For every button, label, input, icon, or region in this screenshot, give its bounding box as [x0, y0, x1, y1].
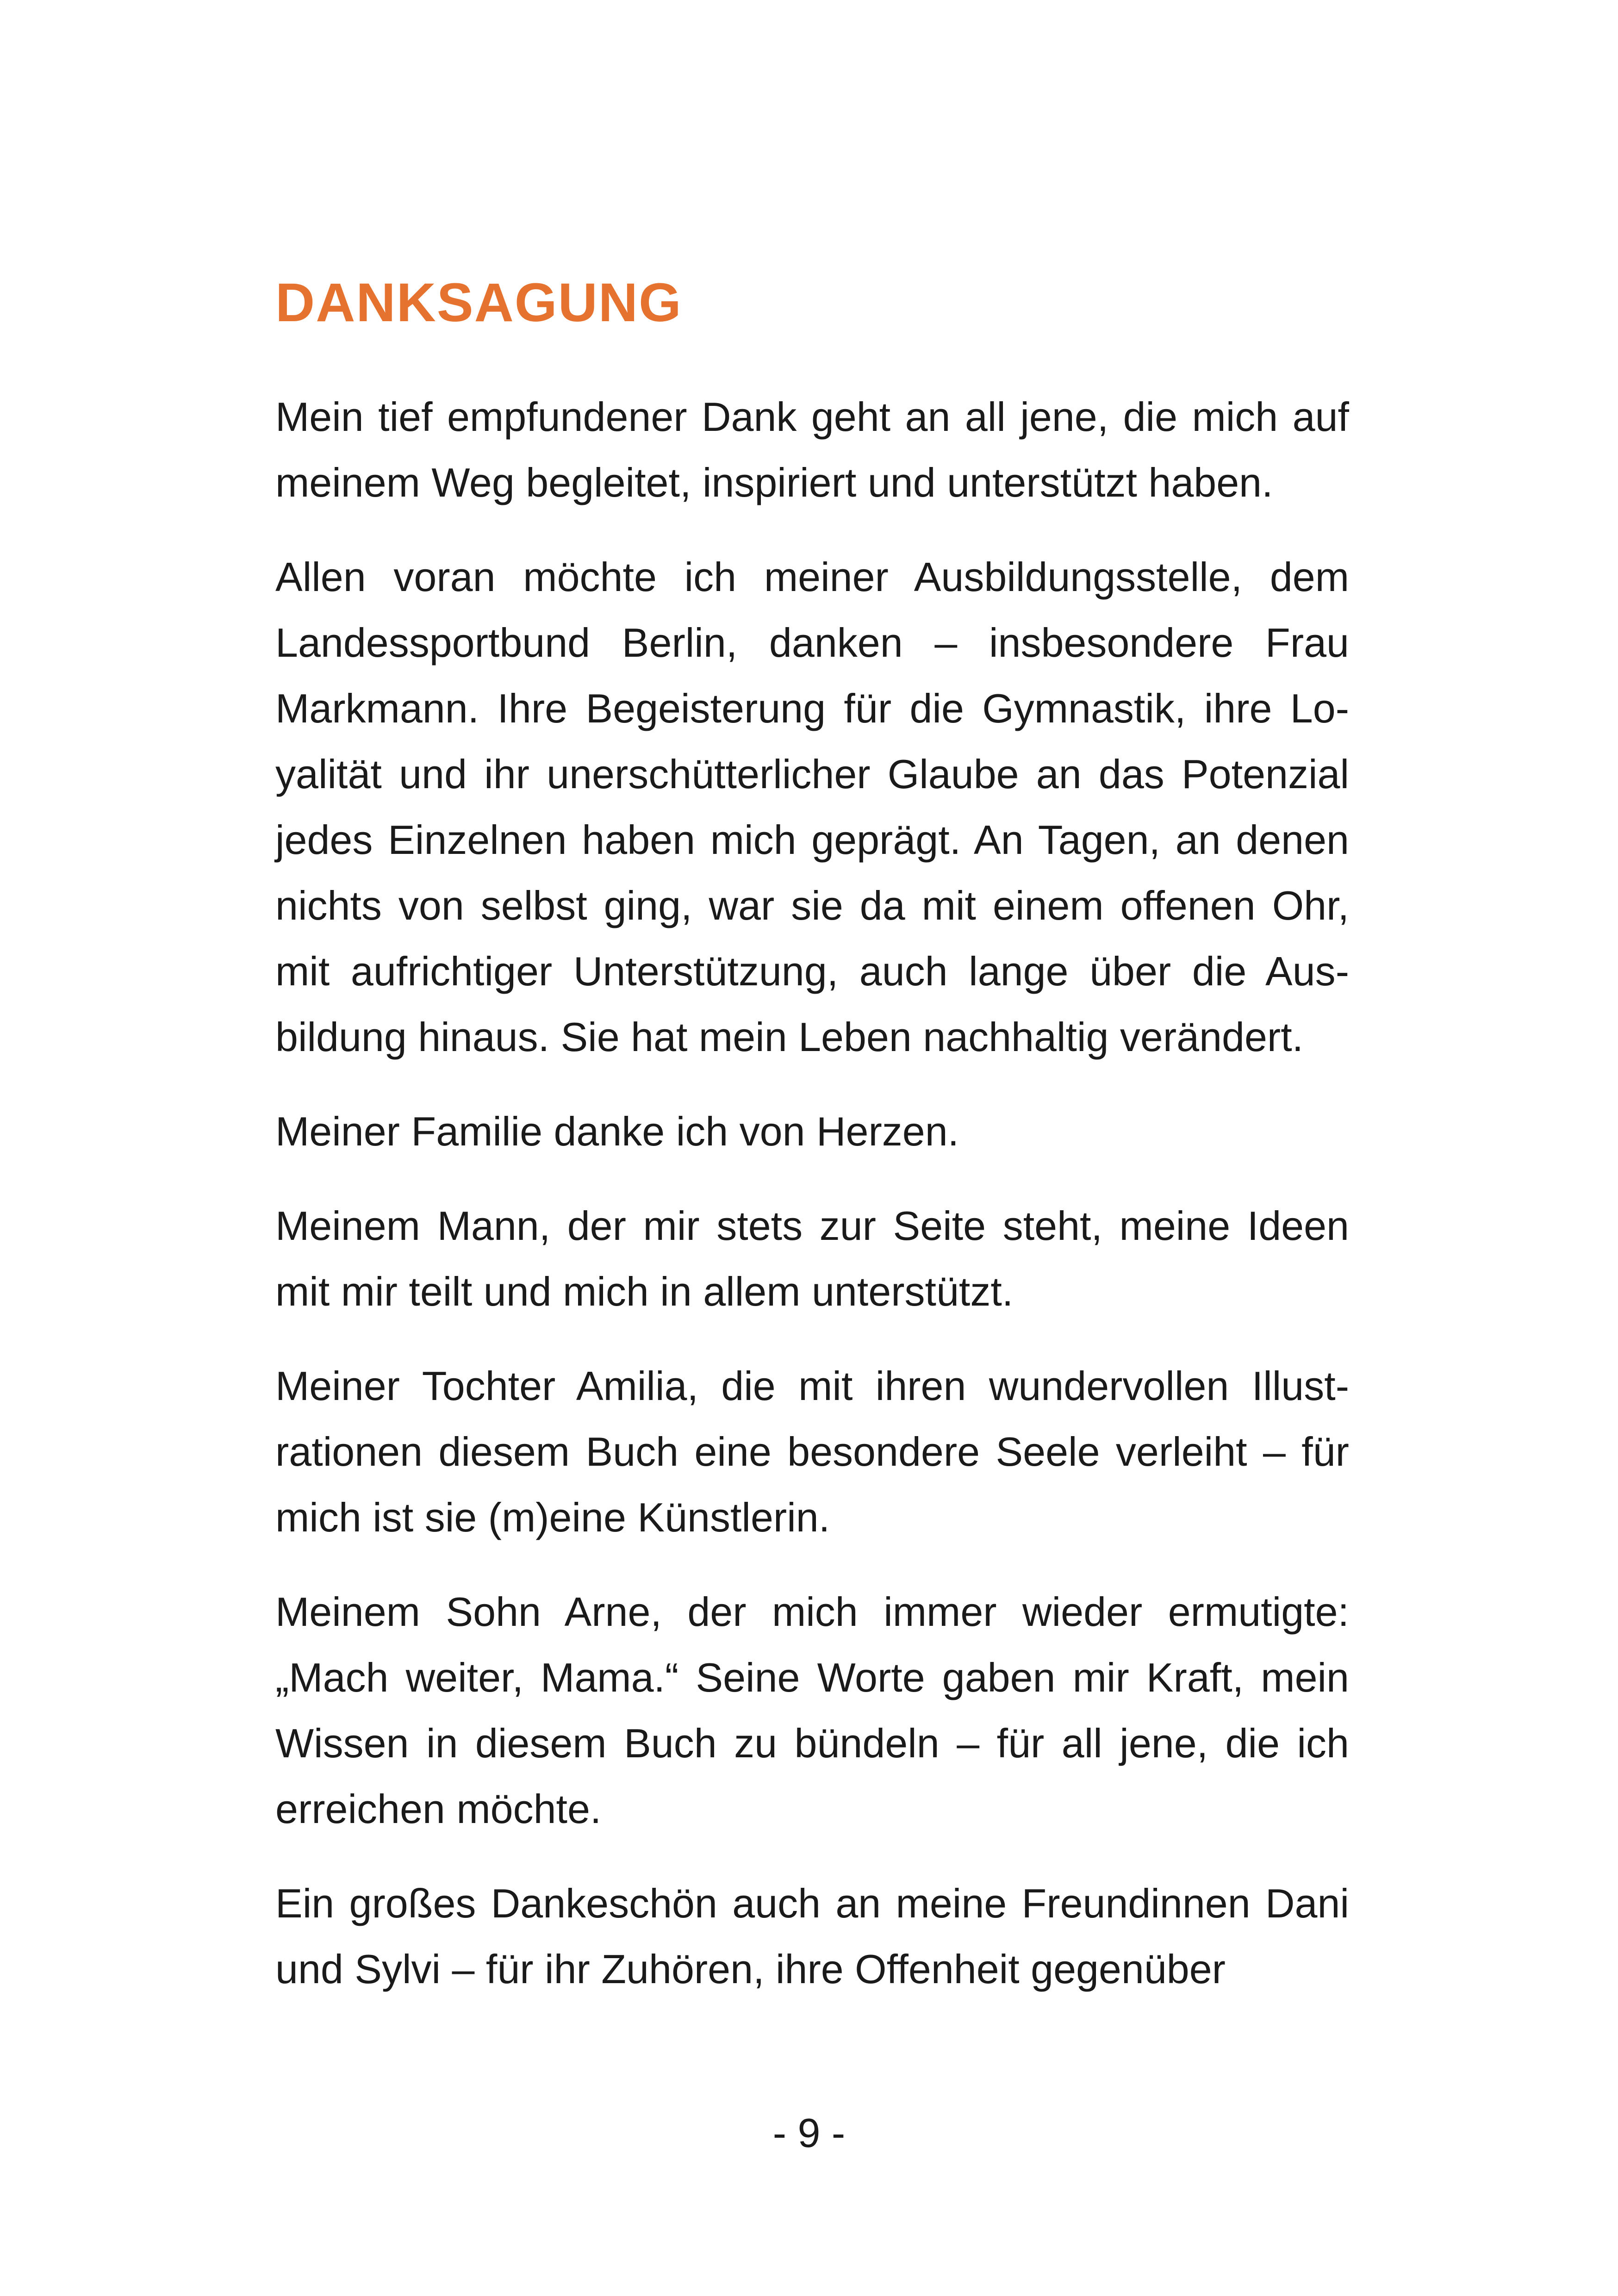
paragraph-husband: Meinem Mann, der mir stets zur Seite steht, meine Ideen mit mir teilt und mich in allem unterstützt.: [275, 1202, 1349, 1314]
page-title: DANKSAGUNG: [275, 272, 682, 333]
paragraph-family: Meiner Familie danke ich von Herzen.: [275, 1108, 959, 1154]
paragraph-daughter: Meiner Tochter Amilia, die mit ihren wundervollen Illustrationen diesem Buch eine besondere Seele verleiht – für mich ist sie (m)eine Künstlerin.: [275, 1363, 1349, 1540]
page-content: [275, 273, 1349, 2031]
paragraph-friends: Ein großes Dankeschön auch an meine Freundinnen Dani und Sylvi – für ihr Zuhören, ihre Offenheit gegenüber: [275, 1880, 1349, 1992]
paragraph-training-institution: Allen voran möchte ich meiner Ausbildungsstelle, dem Landessportbund Berlin, danken – insbesondere Frau Markmann. Ihre Begeisterung für die Gymnastik, ihre Loyalität und ihr unerschütterlicher Glaube an das Potenzial jedes Einzelnen haben mich geprägt. An Tagen, an denen nichts von selbst ging, war sie da mit einem offenen Ohr, mit aufrichtiger Unterstützung, auch lange über die Ausbildung hinaus. Sie hat mein Leben nachhaltig verändert.: [275, 554, 1349, 1060]
page-number: - 9 -: [772, 2110, 846, 2156]
paragraph-intro: Mein tief empfundener Dank geht an all jene, die mich auf meinem Weg begleitet, inspiriert und unterstützt haben.: [275, 393, 1349, 505]
paragraph-son: Meinem Sohn Arne, der mich immer wieder ermutigte: „Mach weiter, Mama.“ Seine Worte gaben mir Kraft, mein Wissen in diesem Buch zu bündeln – für all jene, die ich erreichen möchte.: [275, 1588, 1349, 1832]
